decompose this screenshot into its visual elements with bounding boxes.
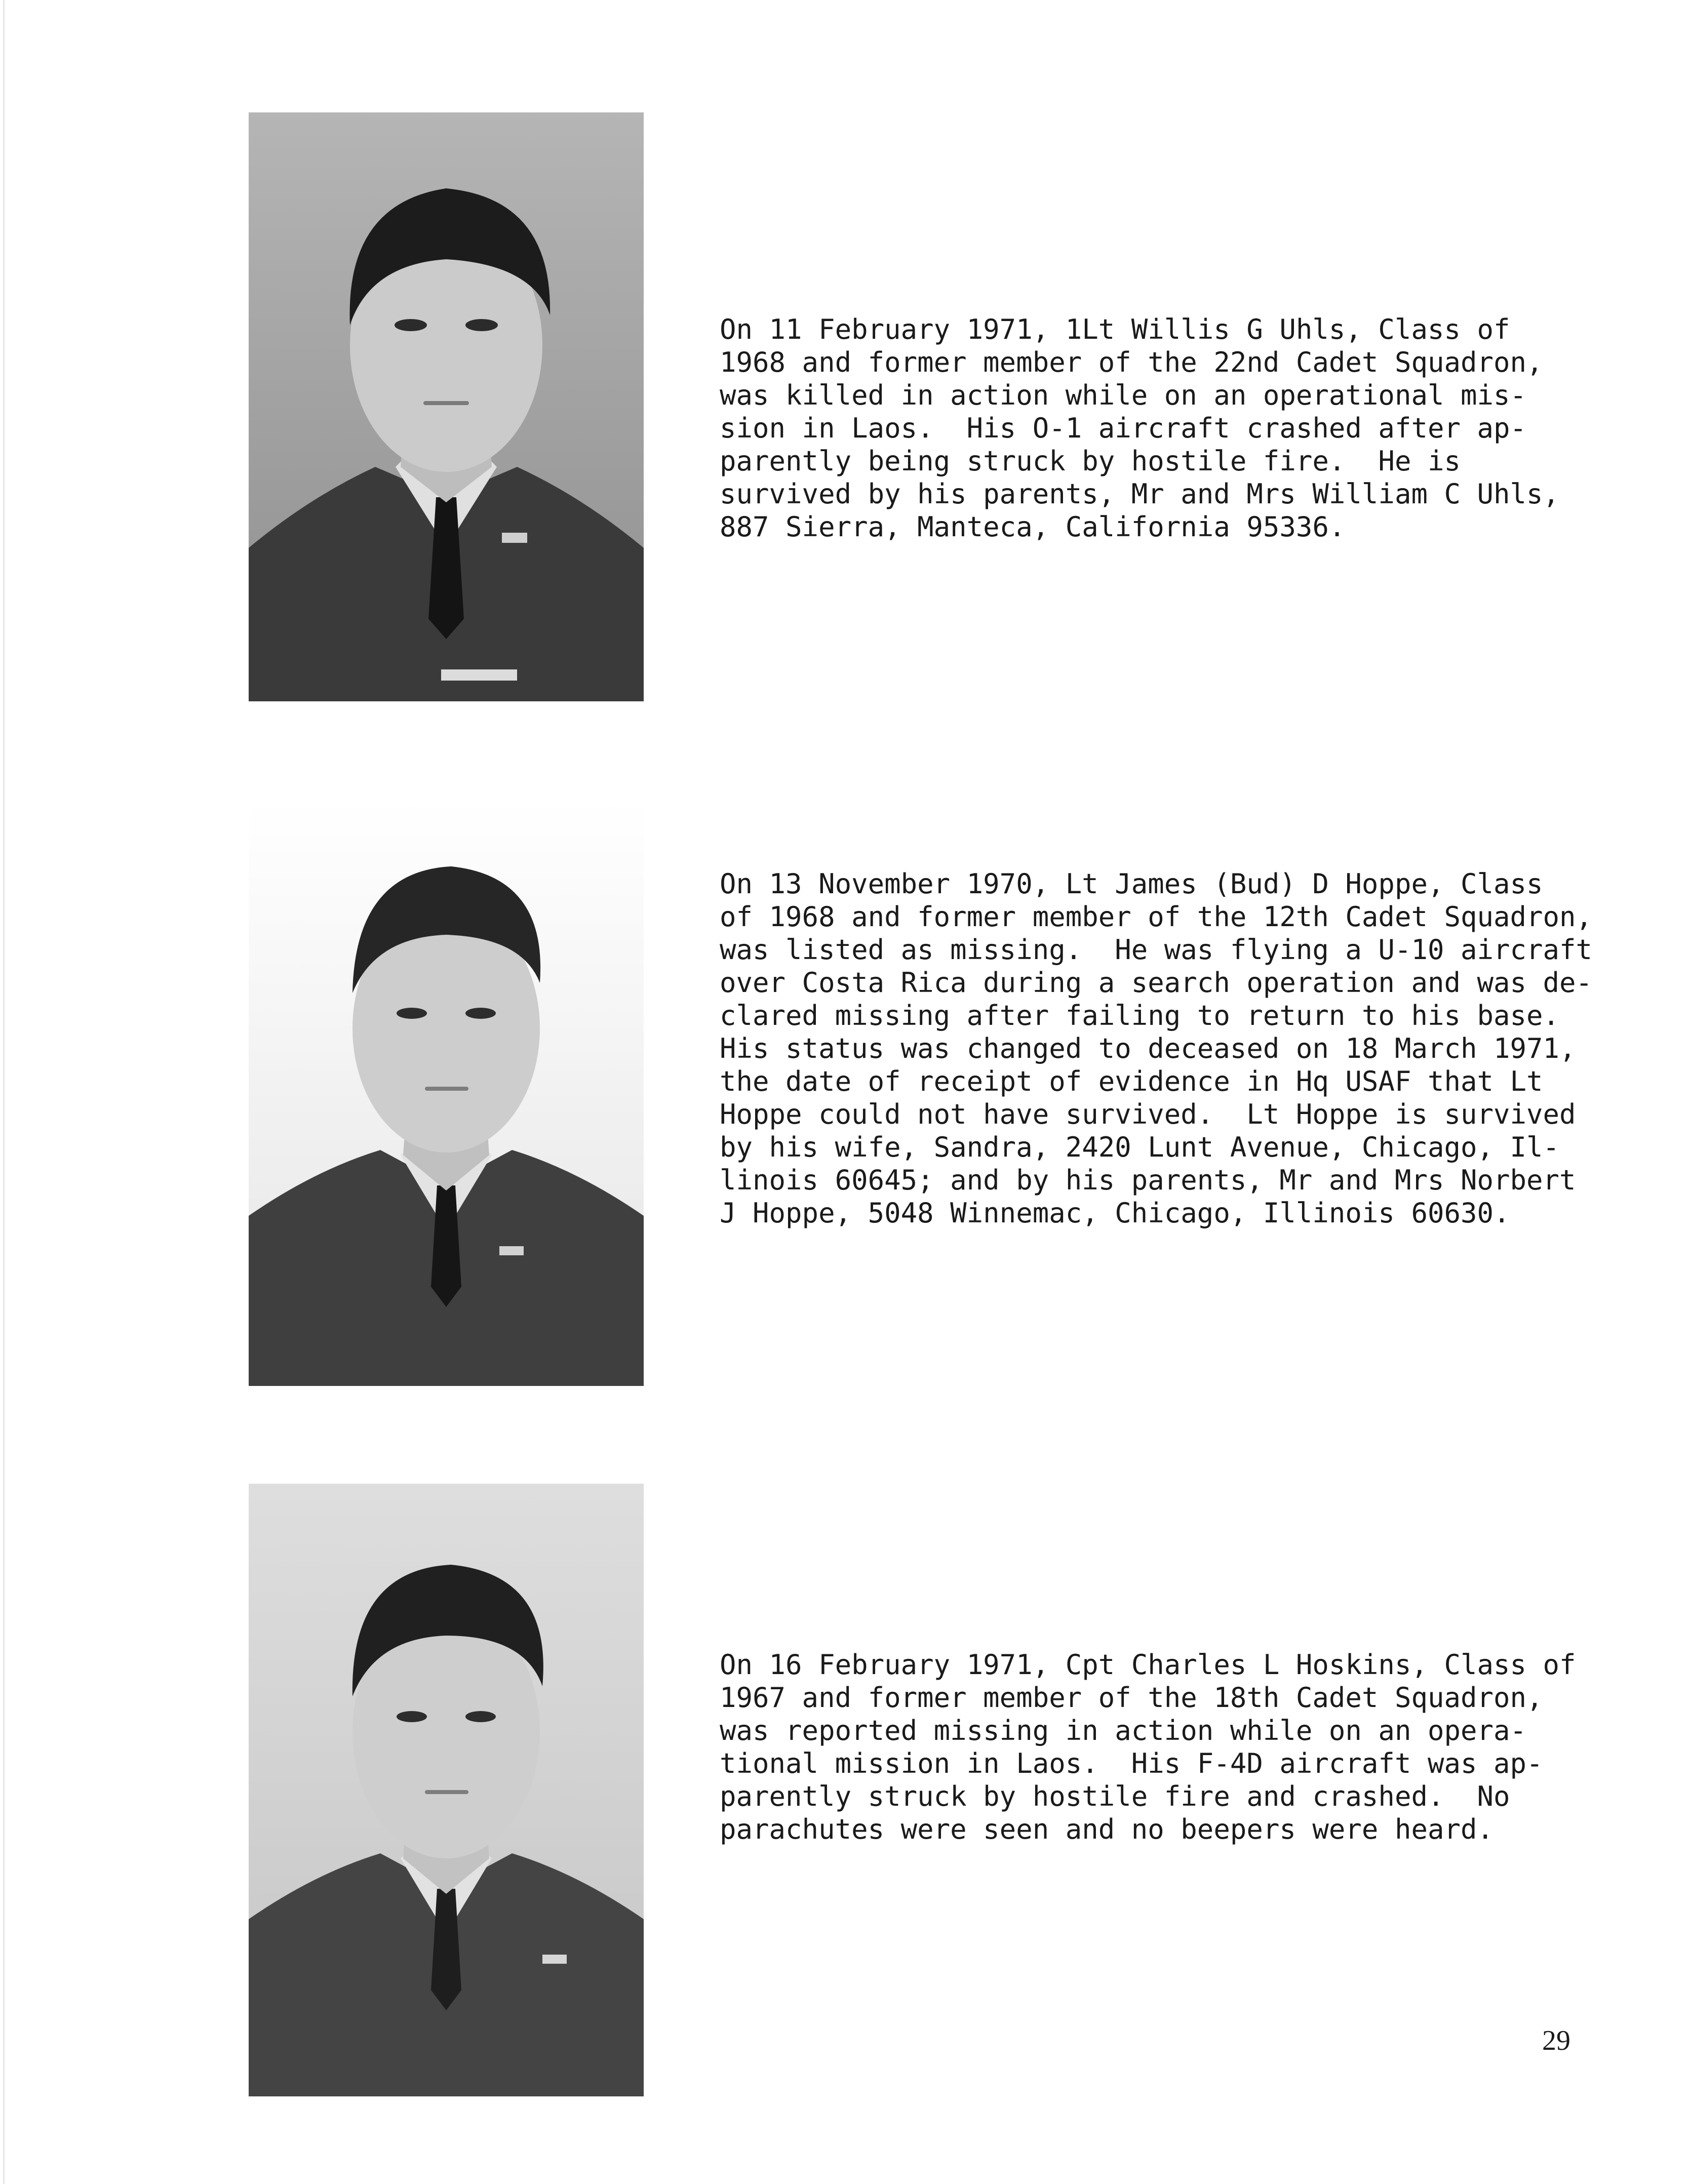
- page-edge: [3, 0, 5, 2184]
- page-number: 29: [1542, 2025, 1570, 2056]
- obituary-text-hoskins: On 16 February 1971, Cpt Charles L Hoskins, Class of 1967 and former member of the 18th Cadet Squadron, was reported missing in action while on an opera- tional mission in Laos. His F-4D aircraft was ap- parently struck by hostile fire and crashed. No parachutes were seen and no beepers were heard.: [720, 1649, 1576, 1845]
- portrait-graphic: [249, 112, 644, 701]
- portrait-graphic: [249, 801, 644, 1386]
- portrait-graphic: [249, 1484, 644, 2096]
- obituary-text-hoppe: On 13 November 1970, Lt James (Bud) D Hoppe, Class of 1968 and former member of the 12th Cadet Squadron, was listed as missing. He was flying a U-10 aircraft over Costa Rica during a search operation and was de- clared missing after failing to return to his base. His status was changed to deceased on 18 March 1971, the date of receipt of evidence in Hq USAF that Lt Hoppe could not have survived. Lt Hoppe is survived by his wife, Sandra, 2420 Lunt Avenue, Chicago, Il- linois 60645; and by his parents, Mr and Mrs Norbert J Hoppe, 5048 Winnemac, Chicago, Illinois 60630.: [720, 868, 1593, 1229]
- obituary-text-uhls: On 11 February 1971, 1Lt Willis G Uhls, Class of 1968 and former member of the 22nd Cadet Squadron, was killed in action while on an operational mis- sion in Laos. His O-1 aircraft crashed after ap- parently being struck by hostile fire. He is survived by his parents, Mr and Mrs William C Uhls, 887 Sierra, Manteca, California 95336.: [720, 313, 1560, 543]
- portrait-photo-hoppe: [249, 801, 644, 1386]
- portrait-photo-uhls: [249, 112, 644, 701]
- portrait-photo-hoskins: [249, 1484, 644, 2096]
